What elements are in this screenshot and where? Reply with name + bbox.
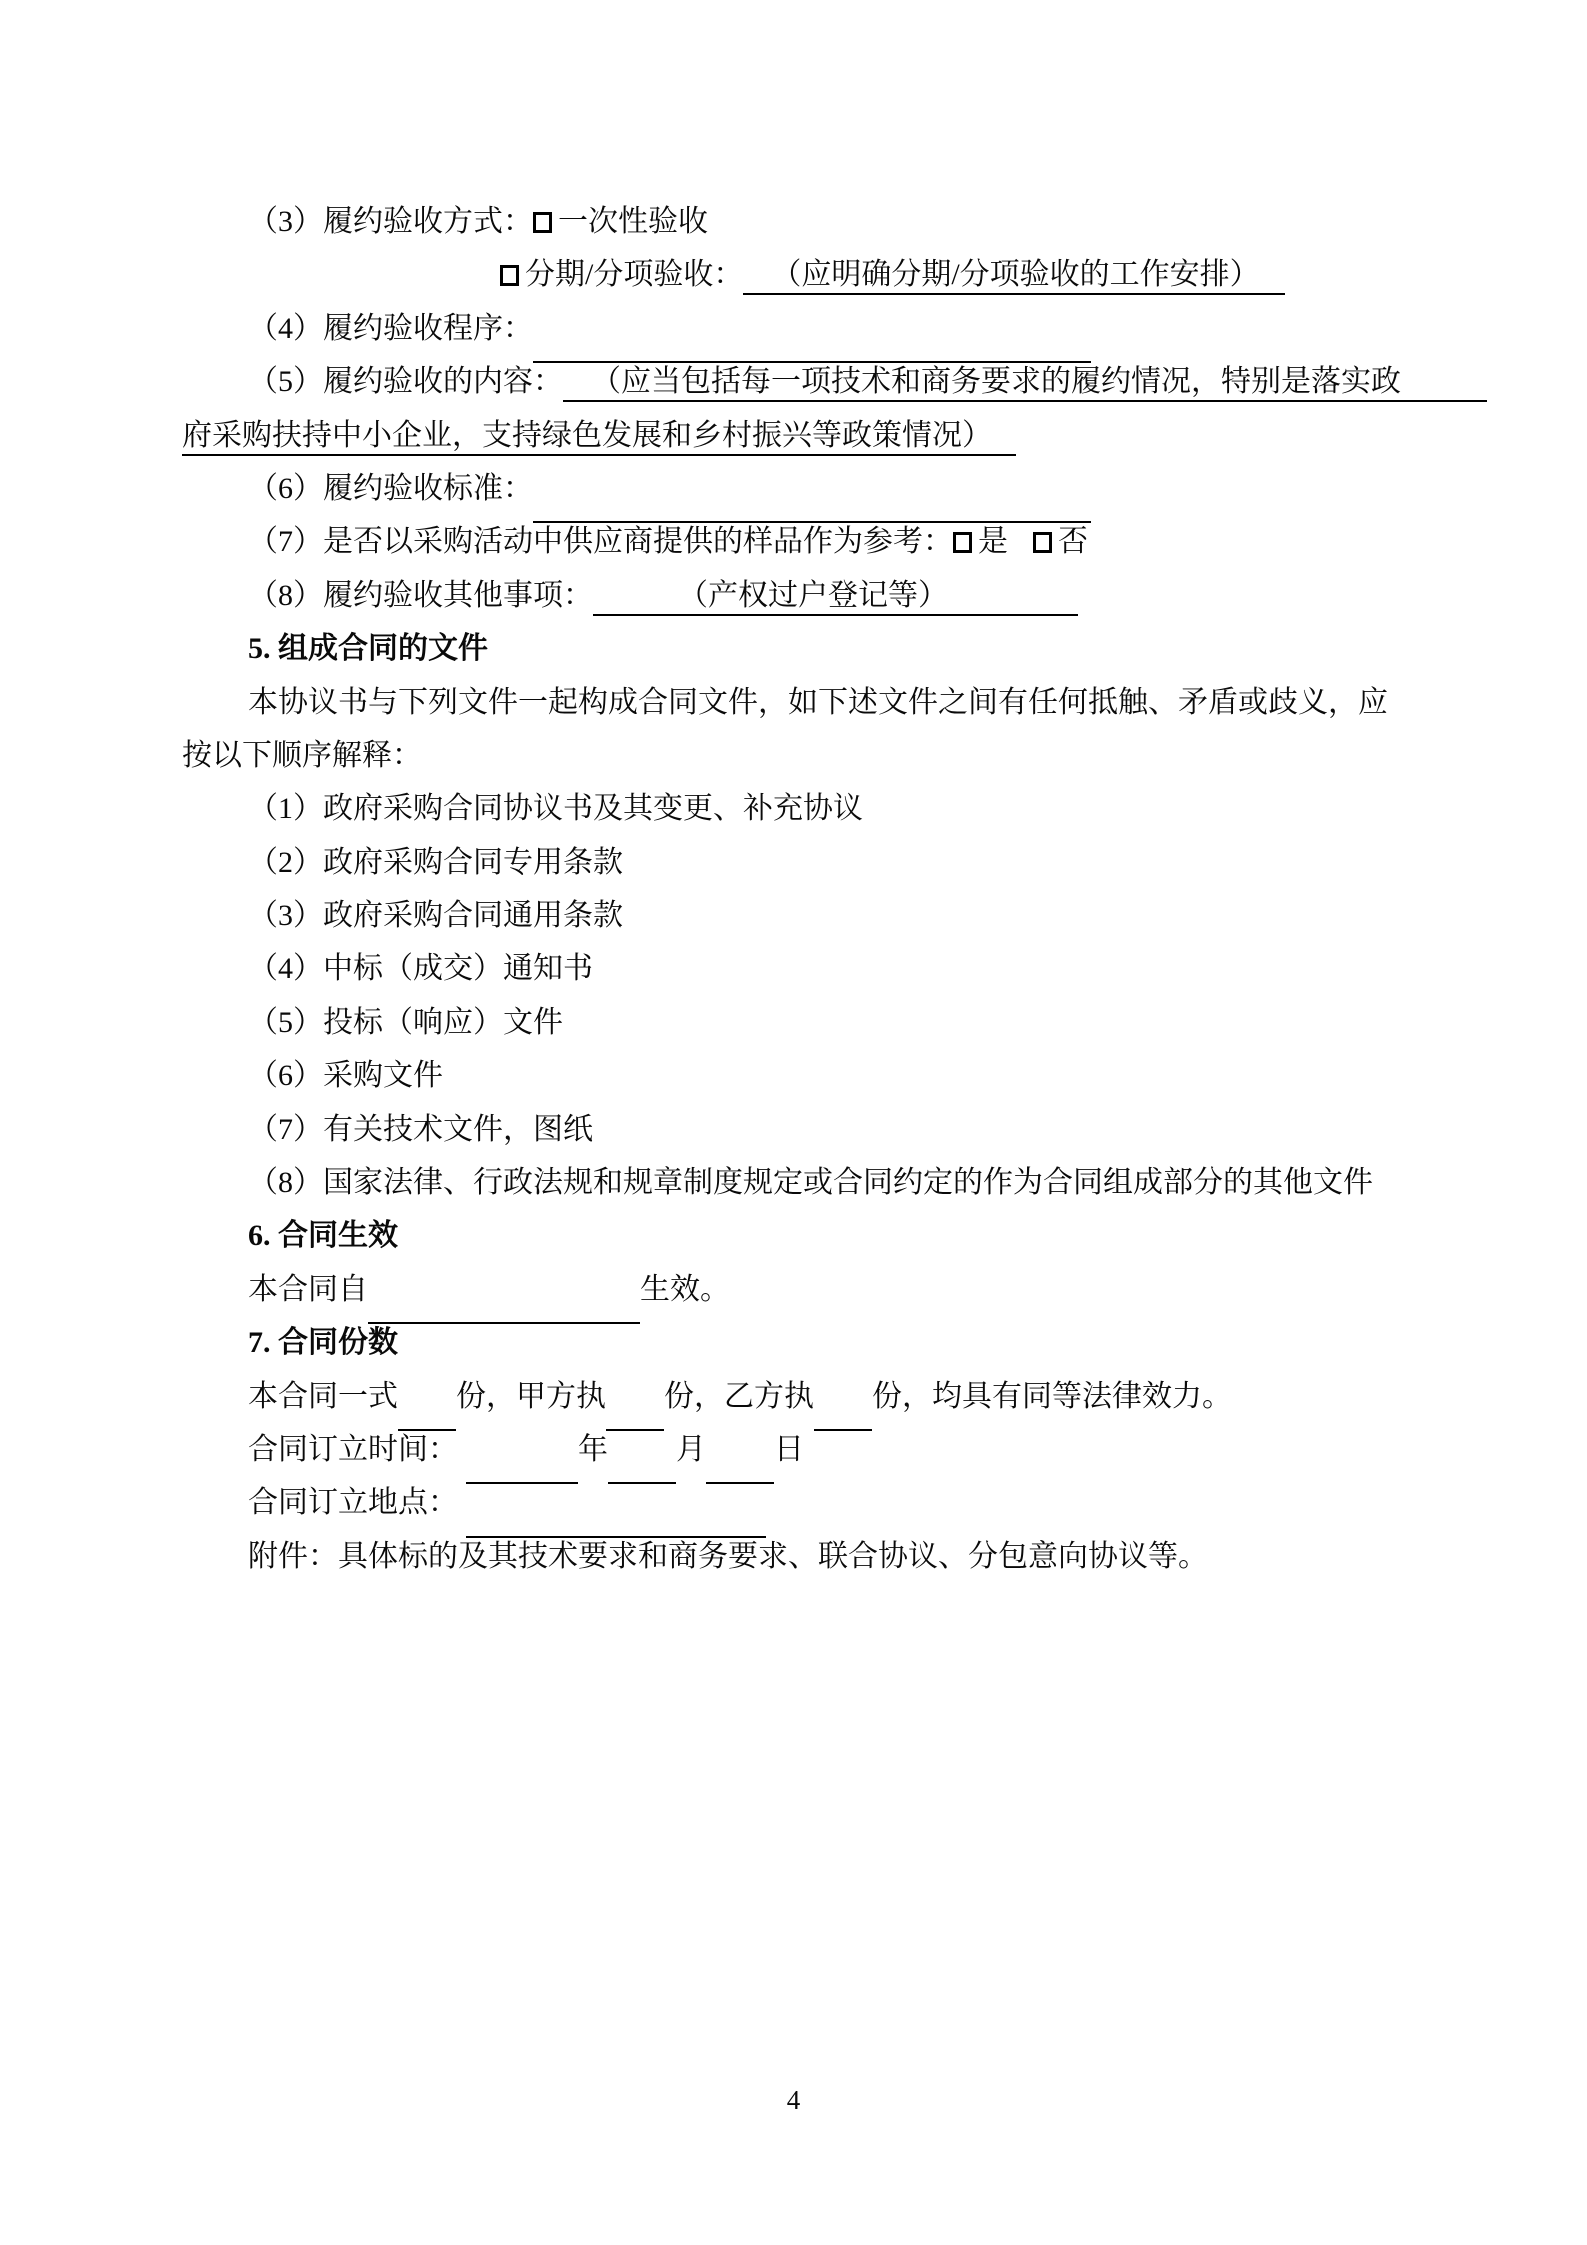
acceptance-content-line (182, 356, 1487, 409)
checkbox-installment-acceptance[interactable] (500, 265, 519, 286)
document-list-item-2: （2）政府采购合同专用条款 (248, 845, 623, 879)
acceptance-method-label: （3）履约验收方式： (248, 205, 533, 238)
effective-suffix: 生效。 (640, 1272, 730, 1306)
document-list-item-5: （5）投标（响应）文件 (248, 1005, 563, 1039)
document-list-item-4: （4）中标（成交）通知书 (248, 952, 593, 986)
copies-line: 本合同一式 份，甲方执 份，乙方执 份，均具有同等法律效力。 (182, 1371, 1487, 1424)
installment-acceptance-label: 分期/分项验收： (525, 258, 744, 292)
section5-intro-line1: 本协议书与下列文件一起构成合同文件，如下述文件之间有任何抵触、矛盾或歧义，应 (248, 685, 1388, 719)
acceptance-method-line (182, 196, 1487, 249)
acceptance-other-line (182, 570, 1487, 623)
acceptance-content-line2 (182, 410, 1487, 463)
section7-heading: 7. 合同份数 (248, 1326, 398, 1360)
section6-heading: 6. 合同生效 (248, 1219, 398, 1253)
acceptance-content-hint-field2[interactable]: 府采购扶持中小企业，支持绿色发展和乡村振兴等政策情况） (182, 410, 1016, 456)
effective-date-line (182, 1264, 1487, 1317)
contract-place-line (182, 1477, 1487, 1530)
contract-date-line: 合同订立时间： 年 月 日 (182, 1424, 1487, 1477)
effective-date-blank[interactable] (368, 1290, 640, 1324)
installment-acceptance-hint-field[interactable]: （应明确分期/分项验收的工作安排） (743, 249, 1284, 295)
effective-prefix: 本合同自 (248, 1272, 368, 1306)
checkbox-no[interactable] (1033, 532, 1052, 553)
acceptance-standard-line (182, 463, 1487, 516)
section5-heading: 5. 组成合同的文件 (248, 632, 488, 666)
attachment-line: 附件：具体标的及其技术要求和商务要求、联合协议、分包意向协议等。 (248, 1539, 1208, 1573)
date-year-blank[interactable] (466, 1450, 578, 1484)
acceptance-procedure-label: （4）履约验收程序： (248, 311, 533, 345)
installment-acceptance-line (182, 249, 1487, 302)
sample-reference-label: （7）是否以采购活动中供应商提供的样品作为参考： (248, 525, 953, 559)
yes-label: 是 (978, 525, 1008, 559)
no-label: 否 (1058, 525, 1088, 559)
document-list-item-6: （6）采购文件 (248, 1059, 443, 1093)
onetime-acceptance-label: 一次性验收 (558, 205, 708, 238)
section5-intro-line2: 按以下顺序解释： (182, 738, 422, 772)
document-list-item-8: （8）国家法律、行政法规和规章制度规定或合同约定的作为合同组成部分的其他文件 (248, 1166, 1373, 1200)
acceptance-standard-label: （6）履约验收标准： (248, 471, 533, 505)
acceptance-procedure-line (182, 303, 1487, 356)
acceptance-content-hint-field[interactable]: （应当包括每一项技术和商务要求的履约情况，特别是落实政 (563, 356, 1487, 402)
date-day-blank[interactable] (706, 1450, 774, 1484)
copies-partya-blank[interactable] (606, 1397, 664, 1431)
document-list-item-7: （7）有关技术文件，图纸 (248, 1112, 593, 1146)
sample-reference-line (182, 516, 1487, 569)
date-month-blank[interactable] (608, 1450, 676, 1484)
acceptance-other-hint-field[interactable]: （产权过户登记等） (593, 570, 1078, 616)
contract-date-label: 合同订立时间： (248, 1432, 458, 1466)
document-list-item-1: （1）政府采购合同协议书及其变更、补充协议 (248, 792, 863, 826)
checkbox-yes[interactable] (953, 532, 972, 553)
contract-page-body (182, 196, 1487, 1584)
checkbox-onetime-acceptance[interactable] (533, 212, 552, 233)
page-number: 4 (786, 2085, 801, 2115)
acceptance-content-label: （5）履约验收的内容： (248, 365, 563, 399)
copies-partyb-blank[interactable] (814, 1397, 872, 1431)
contract-place-label: 合同订立地点： (248, 1486, 458, 1520)
document-list-item-3: （3）政府采购合同通用条款 (248, 899, 623, 933)
acceptance-other-label: （8）履约验收其他事项： (248, 578, 593, 612)
